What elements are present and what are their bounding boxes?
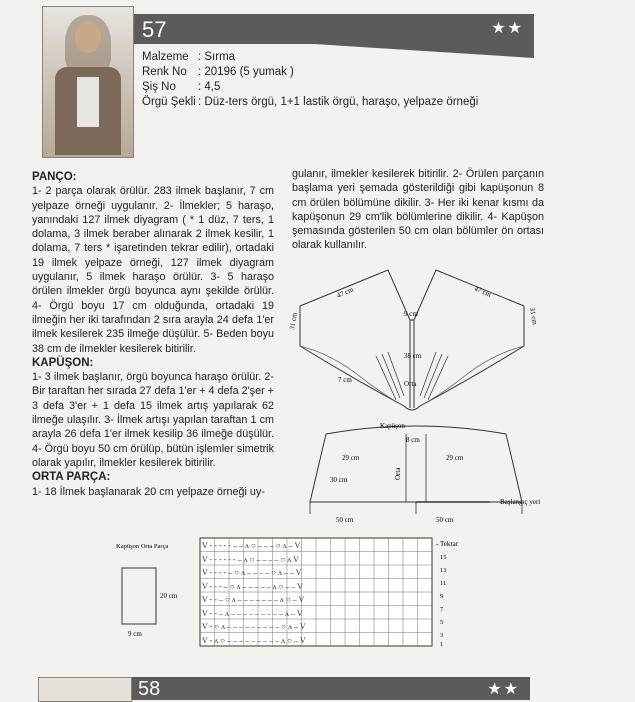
- hood-title: Kapüşon: [380, 422, 405, 430]
- svg-text:V - ○ ʌ ‒ ‒ ‒ ‒ ‒ ‒ ‒ ‒ ‒ ○ ʌ: V - ○ ʌ ‒ ‒ ‒ ‒ ‒ ‒ ‒ ‒ ‒ ○ ʌ ‒ V: [202, 622, 306, 631]
- row-number: 13: [440, 567, 447, 574]
- spec-row: Şiş No : 4,5: [142, 81, 221, 93]
- row-number: 11: [440, 580, 447, 587]
- strip-width-label: 9 cm: [128, 630, 142, 638]
- row-number: 15: [440, 554, 447, 561]
- svg-text:V - - - - - - ‒ ʌ ○ ‒ ‒ ‒ ‒ ○: V - - - - - - ‒ ʌ ○ ‒ ‒ ‒ ‒ ○ ʌ V: [202, 555, 299, 564]
- hood-start-label: Başlangıç yeri: [500, 498, 541, 506]
- row-number: 5: [440, 619, 444, 626]
- poncho-neck-label: 9 cm: [404, 310, 418, 318]
- poncho-right-side-label: 31 cm: [528, 306, 539, 326]
- hood-schematic: [296, 418, 546, 530]
- strip-title: Kapüşon Orta Parça: [116, 543, 169, 550]
- next-pattern-stars: ★★: [487, 681, 520, 698]
- poncho-schematic: [288, 268, 539, 418]
- svg-text:V - - - ‒ ○ ʌ ‒ ‒ ‒ ‒ ‒ ʌ ○ ‒: V - - - ‒ ○ ʌ ‒ ‒ ‒ ‒ ‒ ʌ ○ ‒ ‒ V: [202, 582, 303, 591]
- hood-height-label: 30 cm: [330, 476, 348, 484]
- kapuson-instructions: 1- 3 ilmek başlanır, örgü boyunca haraşo örülür. 2- Bir taraftan her sırada 27 defa 1'er + 4 defa 2'şer + 3 defa 3'er + 1 defa 15 ilmek artış yapılarak 62 ilmeğe ulaşılır. 3- İlmek artışı yapılan taraftan 1 cm arayla 26 defa 1'er ilmek kesilip 36 ilmeğe düşülür. 4- Örgü boyu 50 cm örülüp, bütün işlemler simetrik olarak yapılır, ilmekler kesilerek bitirilir.: [32, 371, 274, 469]
- chart-repeat-label: - Tekrar: [436, 540, 459, 548]
- center-strip-schematic: [112, 540, 192, 640]
- hood-bottom-left-label: 50 cm: [336, 516, 354, 524]
- orta-parca-heading: ORTA PARÇA:: [32, 471, 111, 484]
- difficulty-stars: ★★: [491, 20, 524, 37]
- pattern-header-banner: [134, 14, 534, 44]
- instructions-left-column: [32, 170, 274, 499]
- hood-bottom-right-label: 50 cm: [436, 516, 454, 524]
- svg-text:V - - ‒ ʌ ‒ ‒ ‒ ‒ ‒ ‒ ‒ ‒ ‒ ʌ: V - - ‒ ʌ ‒ ‒ ‒ ‒ ‒ ‒ ‒ ‒ ‒ ʌ ‒ V: [202, 609, 303, 618]
- svg-text:V - - ‒ ○ ʌ ‒ ‒ ‒ ‒ ‒ ‒ ‒ ʌ ○: V - - ‒ ○ ʌ ‒ ‒ ‒ ‒ ‒ ‒ ‒ ʌ ○ ‒ V: [202, 595, 305, 604]
- next-pattern-number: 58: [138, 678, 161, 700]
- row-number: 3: [440, 632, 444, 639]
- poncho-orta-label: Orta: [404, 380, 417, 388]
- row-number: 9: [440, 593, 444, 600]
- hood-orta-label: Orta: [394, 467, 402, 480]
- next-pattern-photo: [38, 677, 132, 702]
- spec-row: Renk No : 20196 (5 yumak ): [142, 66, 294, 78]
- kapuson-heading: KAPÜŞON:: [32, 356, 94, 369]
- poncho-right-top-label: 47 cm: [473, 284, 493, 299]
- row-number: 1: [440, 641, 444, 648]
- spec-row: Örgü Şekli : Düz-ters örgü, 1+1 lastik örgü, haraşo, yelpaze örneği: [142, 96, 479, 108]
- materials-specs: [142, 50, 478, 110]
- poncho-left-side-label: 31 cm: [288, 311, 299, 331]
- poncho-left-top-label: 47 cm: [335, 285, 355, 300]
- strip-height-label: 20 cm: [160, 592, 178, 600]
- ponco-instructions: 1- 2 parça olarak örülür. 283 ilmek başlanır, 7 cm yelpaze örneği uygulanır. 2- İlmekler; 5 haraşo, yanındaki 127 ilmek diyagram ( * 1 düz, 7 ters, 1 dolama, 3 ilmek beraber alınarak 2 ilmek kesilir, 1 dolama, 7 ters * işaretinden tekrar edilir), ortadaki 19 ilmek yelpaze örneği, 127 ilmek diyagram uygulanır, 5 ilmek haraşo örülür. 3- 5 haraşo örülen ilmekler örgü boyunca aynı şekilde örülür. 4- Örgü boyu 17 cm olduğunda, ortadaki 19 ilmeğin her iki tarafından 2 sıra arayla 24 defa 1'er ilmek kesilerek 235 ilmeğe düşülür. 5- Beden boyu 38 cm de ilmekler kesilerek bitirilir.: [32, 185, 274, 355]
- model-photo: [42, 6, 134, 158]
- svg-text:V - ʌ ○ ‒ ‒ ‒ ‒ ‒ ‒ ‒ ‒ ‒ ʌ ○: V - ʌ ○ ‒ ‒ ‒ ‒ ‒ ‒ ‒ ‒ ‒ ʌ ○ ‒ V: [202, 636, 306, 645]
- stitch-chart: [198, 536, 458, 648]
- hood-right-slope-label: 29 cm: [446, 454, 464, 462]
- poncho-small-label: 7 cm: [338, 376, 352, 384]
- svg-text:V - - - - ‒ ○ ʌ ‒ ‒ ‒ ‒ ○ ʌ ‒: V - - - - ‒ ○ ʌ ‒ ‒ ‒ ‒ ○ ʌ ‒ ‒ V: [202, 568, 302, 577]
- svg-text:V - - - - - ‒ ‒ ʌ ○ ‒ ‒ ‒ ○ ʌ: V - - - - - ‒ ‒ ʌ ○ ‒ ‒ ‒ ○ ʌ ‒ V: [202, 541, 301, 550]
- instructions-right-column: gulanır, ilmekler kesilerek bitirilir. 2- Örülen parçanın başlama yeri şemada gösterildiği gibi kapüşonun 8 cm örülen bölümüne dikilir. 3- Her iki kenar kısmı da kapüşonun 29 cm'lik bölümlerine dikilir. 4- Kapüşon şemasında gösterilen 50 cm olan bölümler ön ortası olarak kullanılır.: [292, 168, 544, 252]
- spec-row: Malzeme : Sırma: [142, 51, 236, 63]
- ponco-heading: PANÇO:: [32, 171, 77, 183]
- pattern-number: 57: [142, 17, 167, 42]
- row-number: 7: [440, 606, 444, 613]
- hood-left-slope-label: 29 cm: [342, 454, 360, 462]
- orta-parca-instructions: 1- 18 İlmek başlanarak 20 cm yelpaze örneği uy-: [32, 485, 265, 498]
- hood-top-label: 8 cm: [406, 436, 420, 444]
- poncho-center-label: 38 cm: [404, 352, 422, 360]
